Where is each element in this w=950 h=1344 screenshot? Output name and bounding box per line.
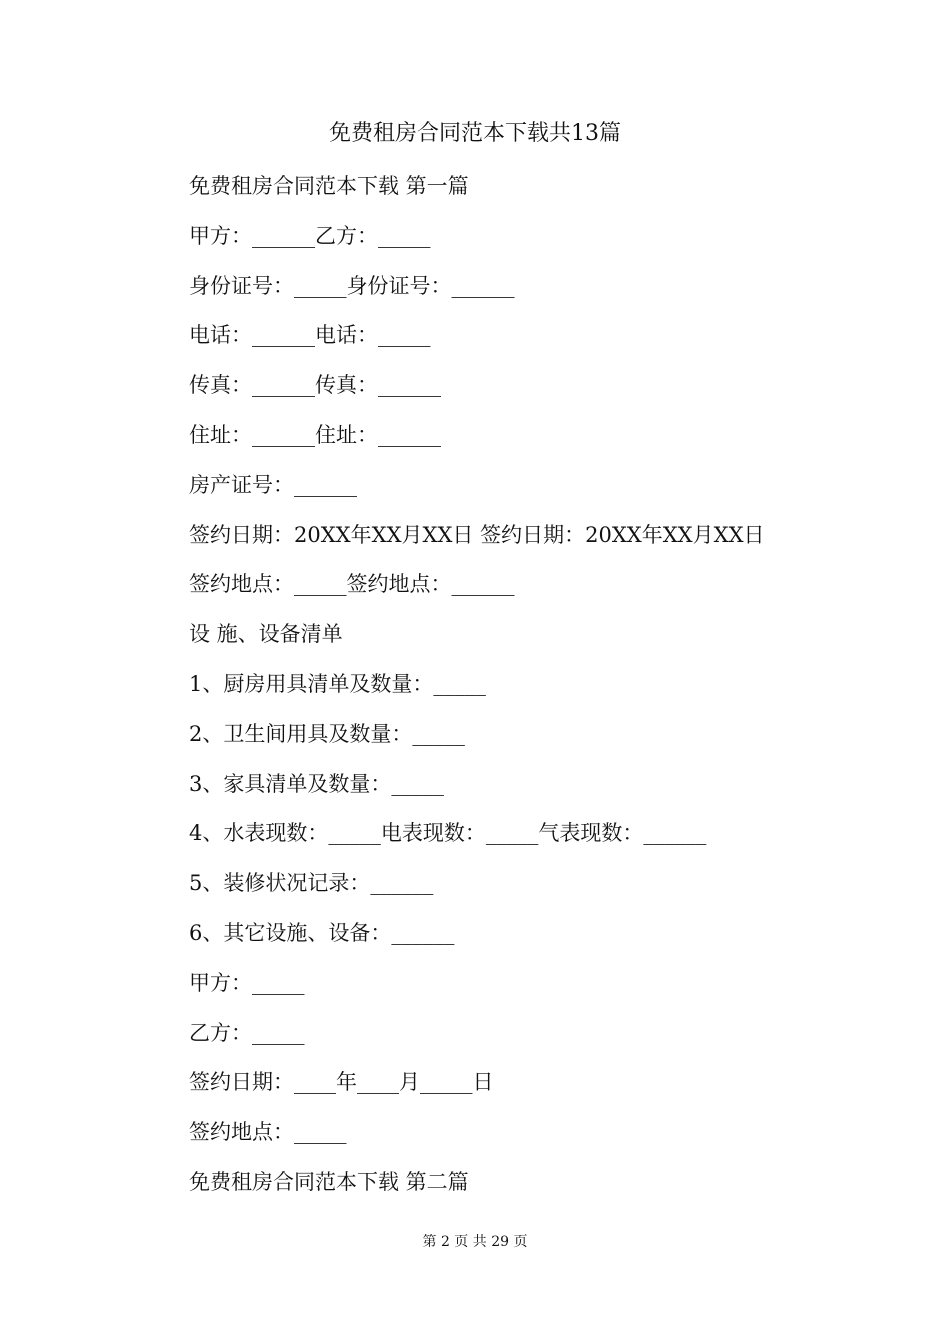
facilities-heading: 设 施、设备清单 (189, 622, 343, 647)
party-a-signature-line: 甲方：_____ (189, 970, 305, 995)
list-item: 4、水表现数：_____电表现数：_____气表现数：______ (189, 821, 707, 846)
list-item: 1、厨房用具清单及数量：_____ (189, 671, 486, 696)
address-line: 住址：______住址：______ (189, 422, 441, 447)
document-body (189, 166, 889, 1212)
fax-line: 传真：______传真：______ (189, 373, 441, 398)
list-item: 6、其它设施、设备：______ (189, 920, 455, 945)
section-heading-second: 免费租房合同范本下载 第二篇 (189, 1169, 469, 1194)
list-item: 3、家具清单及数量：_____ (189, 771, 444, 796)
page-footer: 第 2 页 共 29 页 (422, 1234, 528, 1250)
id-number-line: 身份证号：_____身份证号：______ (189, 273, 515, 298)
final-signing-place-line: 签约地点：_____ (189, 1120, 347, 1145)
party-b-signature-line: 乙方：_____ (189, 1020, 305, 1045)
signing-date-line: 签约日期：20XX年XX月XX日 签约日期：20XX年XX月XX日 (189, 522, 765, 547)
list-item: 2、卫生间用具及数量：_____ (189, 721, 465, 746)
phone-line: 电话：______电话：_____ (189, 323, 431, 348)
signing-place-line: 签约地点：_____签约地点：______ (189, 572, 515, 597)
party-names-line: 甲方：______乙方：_____ (189, 223, 431, 248)
list-item: 5、装修状况记录：______ (189, 871, 434, 896)
property-cert-line: 房产证号：______ (189, 472, 357, 497)
section-heading-first: 免费租房合同范本下载 第一篇 (189, 174, 469, 198)
document-title: 免费租房合同范本下载共13篇 (329, 121, 621, 146)
final-signing-date-line: 签约日期：____年____月_____日 (189, 1070, 494, 1095)
